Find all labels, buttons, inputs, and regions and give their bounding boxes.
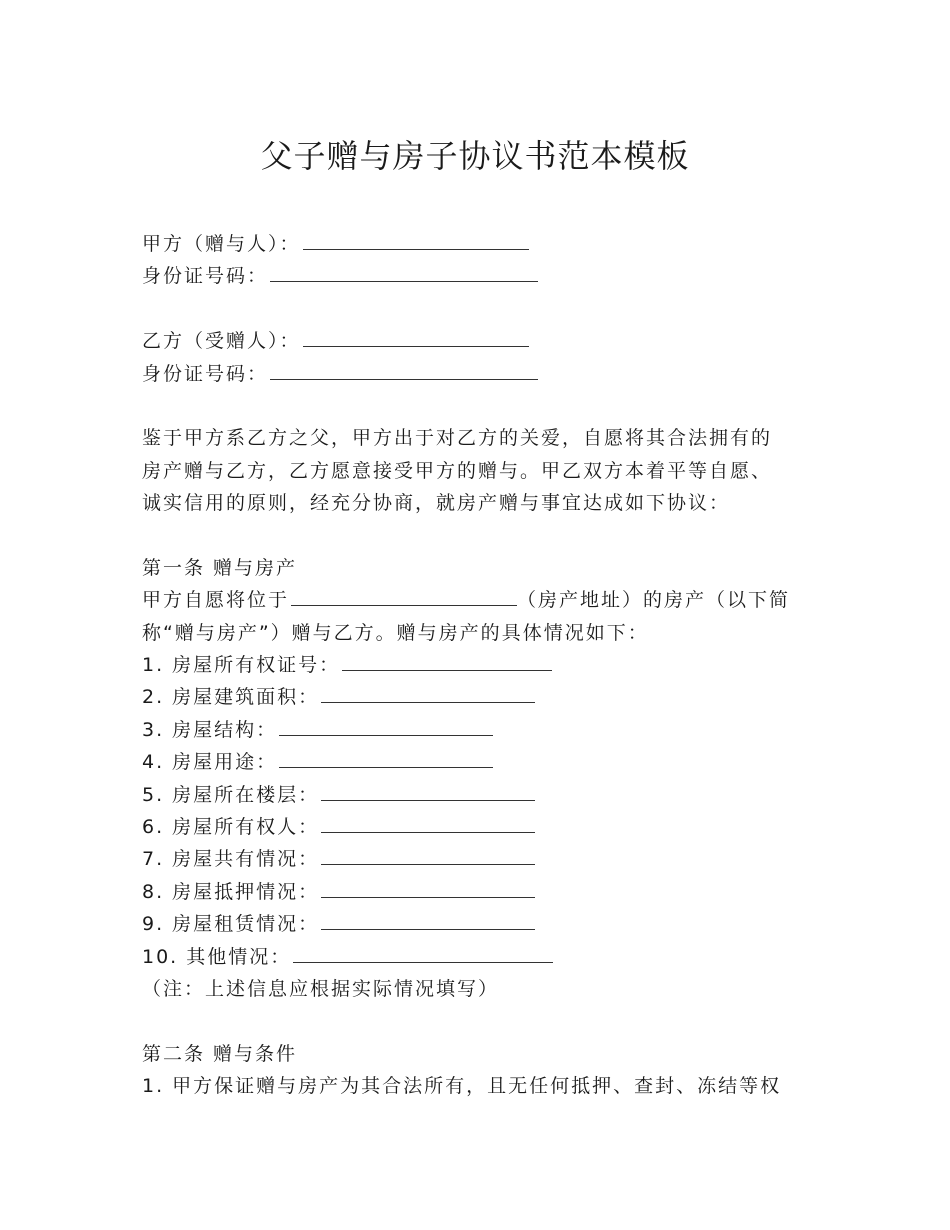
article2-heading: 第二条 赠与条件 — [142, 1042, 298, 1065]
party-b-id-label: 身份证号码： — [142, 362, 269, 385]
item-blank[interactable] — [321, 909, 535, 930]
article1-line2: 称“赠与房产”）赠与乙方。赠与房产的具体情况如下： — [142, 621, 649, 644]
list-item — [142, 843, 812, 875]
preamble-line: 鉴于甲方系乙方之父，甲方出于对乙方的关爱，自愿将其合法拥有的 — [142, 427, 773, 450]
article2-item1: 1. 甲方保证赠与房产为其合法所有，且无任何抵押、查封、冻结等权 — [142, 1075, 782, 1098]
spacer — [142, 520, 812, 552]
item-blank[interactable] — [293, 942, 553, 963]
item-blank[interactable] — [279, 747, 493, 768]
party-a-blank[interactable] — [303, 229, 529, 250]
item-blank[interactable] — [321, 780, 535, 801]
party-a-id-label: 身份证号码： — [142, 265, 269, 288]
list-item — [142, 649, 812, 681]
item-label: 5. 房屋所在楼层： — [142, 783, 320, 806]
document-title: 父子赠与房子协议书范本模板 — [260, 137, 690, 175]
item-label: 2. 房屋建筑面积： — [142, 686, 320, 709]
preamble-line: 诚实信用的原则，经充分协商，就房产赠与事宜达成如下协议： — [142, 492, 731, 515]
list-item — [142, 779, 812, 811]
item-label: 8. 房屋抵押情况： — [142, 880, 320, 903]
item-blank[interactable] — [279, 715, 493, 736]
party-b-line — [142, 325, 812, 357]
preamble-line: 房产赠与乙方，乙方愿意接受甲方的赠与。甲乙双方本着平等自愿、 — [142, 459, 773, 482]
party-b-id-line — [142, 358, 812, 390]
article1-line1-suffix: （房产地址）的房产（以下简 — [517, 589, 791, 612]
document-body — [142, 228, 812, 1103]
party-b-blank[interactable] — [303, 326, 529, 347]
party-a-line — [142, 228, 812, 260]
property-address-blank[interactable] — [291, 585, 517, 606]
list-item — [142, 681, 812, 713]
item-label: 9. 房屋租赁情况： — [142, 913, 320, 936]
list-item — [142, 908, 812, 940]
spacer — [142, 293, 812, 325]
article1-line1-prefix: 甲方自愿将位于 — [142, 589, 290, 612]
item-blank[interactable] — [342, 650, 552, 671]
item-blank[interactable] — [321, 877, 535, 898]
item-label: 6. 房屋所有权人： — [142, 816, 320, 839]
party-a-label: 甲方（赠与人）： — [142, 233, 301, 255]
item-label: 7. 房屋共有情况： — [142, 848, 320, 871]
item-blank[interactable] — [321, 844, 535, 865]
item-blank[interactable] — [321, 812, 535, 833]
item-blank[interactable] — [321, 682, 535, 703]
item-label: 3. 房屋结构： — [142, 718, 278, 741]
party-b-label: 乙方（受赠人）： — [142, 330, 301, 353]
spacer — [142, 1005, 812, 1037]
list-item — [142, 811, 812, 843]
spacer — [142, 390, 812, 422]
article1-note: （注：上述信息应根据实际情况填写） — [142, 977, 500, 1000]
item-label: 4. 房屋用途： — [142, 751, 278, 774]
list-item — [142, 876, 812, 908]
item-label: 10. 其他情况： — [142, 945, 292, 968]
item-label: 1. 房屋所有权证号： — [142, 654, 341, 677]
party-a-id-blank[interactable] — [270, 261, 538, 282]
list-item — [142, 941, 812, 973]
article1-line1 — [142, 584, 812, 616]
list-item — [142, 714, 812, 746]
article1-heading: 第一条 赠与房产 — [142, 556, 298, 579]
list-item — [142, 746, 812, 778]
party-b-id-blank[interactable] — [270, 359, 538, 380]
party-a-id-line — [142, 260, 812, 292]
